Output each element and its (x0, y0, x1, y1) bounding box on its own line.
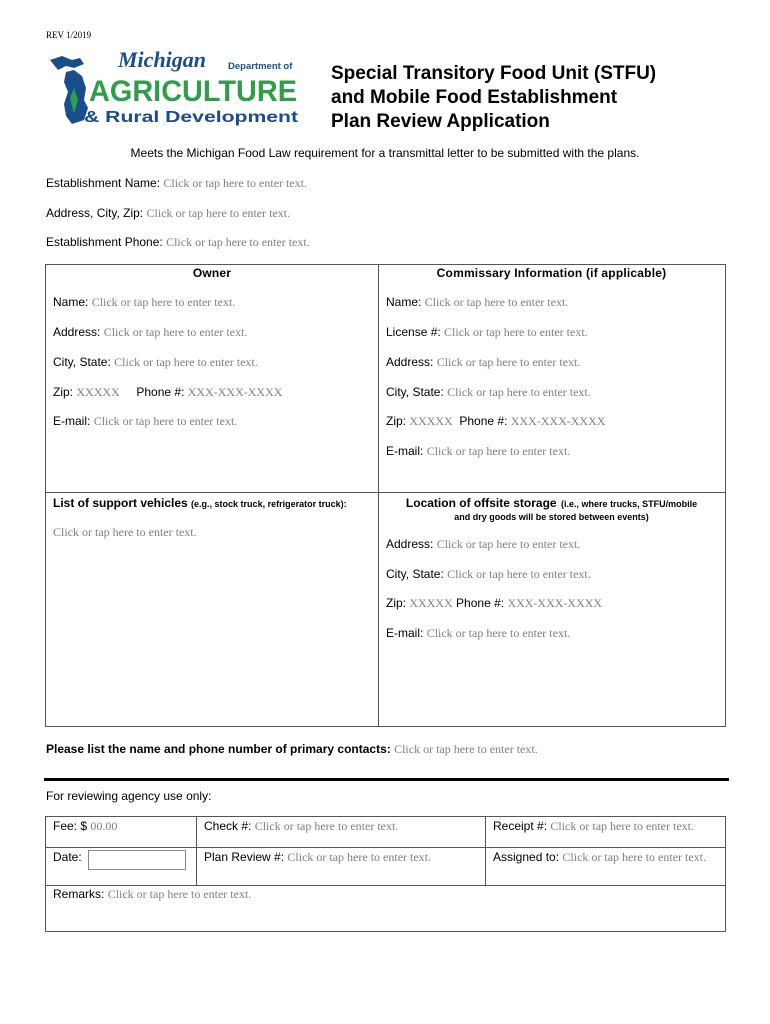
svg-text:& Rural Development: & Rural Development (84, 109, 299, 126)
vehicles-field[interactable]: Click or tap here to enter text. (53, 525, 197, 539)
table-divider (45, 847, 725, 848)
plan-review-number-field[interactable]: Plan Review #: Click or tap here to enter text. (204, 850, 432, 864)
establishment-phone-field[interactable]: Establishment Phone: Click or tap here to enter text. (46, 235, 310, 249)
owner-heading: Owner (192, 266, 232, 280)
storage-heading: Location of offsite storage (i.e., where trucks, STFU/mobile and dry goods will be stored between events) (405, 496, 698, 522)
table-divider (378, 264, 379, 726)
owner-city-state-field[interactable]: City, State: Click or tap here to enter text. (53, 355, 258, 369)
receipt-number-field[interactable]: Receipt #: Click or tap here to enter text. (493, 819, 694, 833)
form-title: Special Transitory Food Unit (STFU) and Mobile Food Establishment Plan Review Application (331, 63, 657, 132)
mdard-logo (44, 48, 300, 128)
commissary-name-field[interactable]: Name: Click or tap here to enter text. (386, 295, 569, 309)
check-number-field[interactable]: Check #: Click or tap here to enter text. (204, 819, 399, 833)
address-city-zip-field[interactable]: Address, City, Zip: Click or tap here to enter text. (46, 206, 291, 220)
svg-text:Department of: Department of (228, 61, 293, 72)
owner-zip-phone-field[interactable]: Zip: XXXXX Phone #: XXX-XXX-XXXX (53, 385, 283, 399)
owner-name-field[interactable]: Name: Click or tap here to enter text. (53, 295, 236, 309)
commissary-city-state-field[interactable]: City, State: Click or tap here to enter text. (386, 385, 591, 399)
table-divider (196, 816, 197, 886)
commissary-zip-phone-field[interactable]: Zip: XXXXX Phone #: XXX-XXX-XXXX (386, 414, 606, 428)
storage-zip-phone-field[interactable]: Zip: XXXXX Phone #: XXX-XXX-XXXX (386, 596, 603, 610)
commissary-license-field[interactable]: License #: Click or tap here to enter text. (386, 325, 588, 339)
agency-heading: For reviewing agency use only: (46, 789, 212, 803)
date-picker-input[interactable] (88, 850, 186, 870)
storage-city-state-field[interactable]: City, State: Click or tap here to enter text. (386, 567, 591, 581)
establishment-name-field[interactable]: Establishment Name: Click or tap here to enter text. (46, 176, 308, 190)
fee-field[interactable]: Fee: $ 00.00 (53, 819, 118, 833)
owner-email-field[interactable]: E-mail: Click or tap here to enter text. (53, 414, 238, 428)
table-divider (45, 885, 725, 886)
svg-text:AGRICULTURE: AGRICULTURE (89, 75, 297, 108)
svg-text:Michigan: Michigan (118, 48, 207, 72)
vehicles-heading: List of support vehicles (e.g., stock truck, refrigerator truck): (53, 496, 347, 510)
date-label: Date: (53, 850, 82, 864)
storage-email-field[interactable]: E-mail: Click or tap here to enter text. (386, 626, 571, 640)
storage-address-field[interactable]: Address: Click or tap here to enter text. (386, 537, 581, 551)
michigan-map-icon (50, 56, 88, 124)
revision-label: REV 1/2019 (46, 30, 92, 40)
section-divider (44, 778, 729, 781)
remarks-field[interactable]: Remarks: Click or tap here to enter text. (53, 887, 252, 901)
owner-address-field[interactable]: Address: Click or tap here to enter text. (53, 325, 248, 339)
intro-text: Meets the Michigan Food Law requirement for a transmittal letter to be submitted with the plans. (130, 146, 640, 160)
assigned-to-field[interactable]: Assigned to: Click or tap here to enter text. (493, 850, 707, 864)
commissary-address-field[interactable]: Address: Click or tap here to enter text. (386, 355, 581, 369)
commissary-email-field[interactable]: E-mail: Click or tap here to enter text. (386, 444, 571, 458)
table-divider (45, 492, 725, 493)
primary-contacts-field[interactable]: Please list the name and phone number of primary contacts: Click or tap here to enter text. (46, 742, 538, 756)
table-divider (485, 816, 486, 886)
commissary-heading: Commissary Information (if applicable) (436, 266, 667, 280)
